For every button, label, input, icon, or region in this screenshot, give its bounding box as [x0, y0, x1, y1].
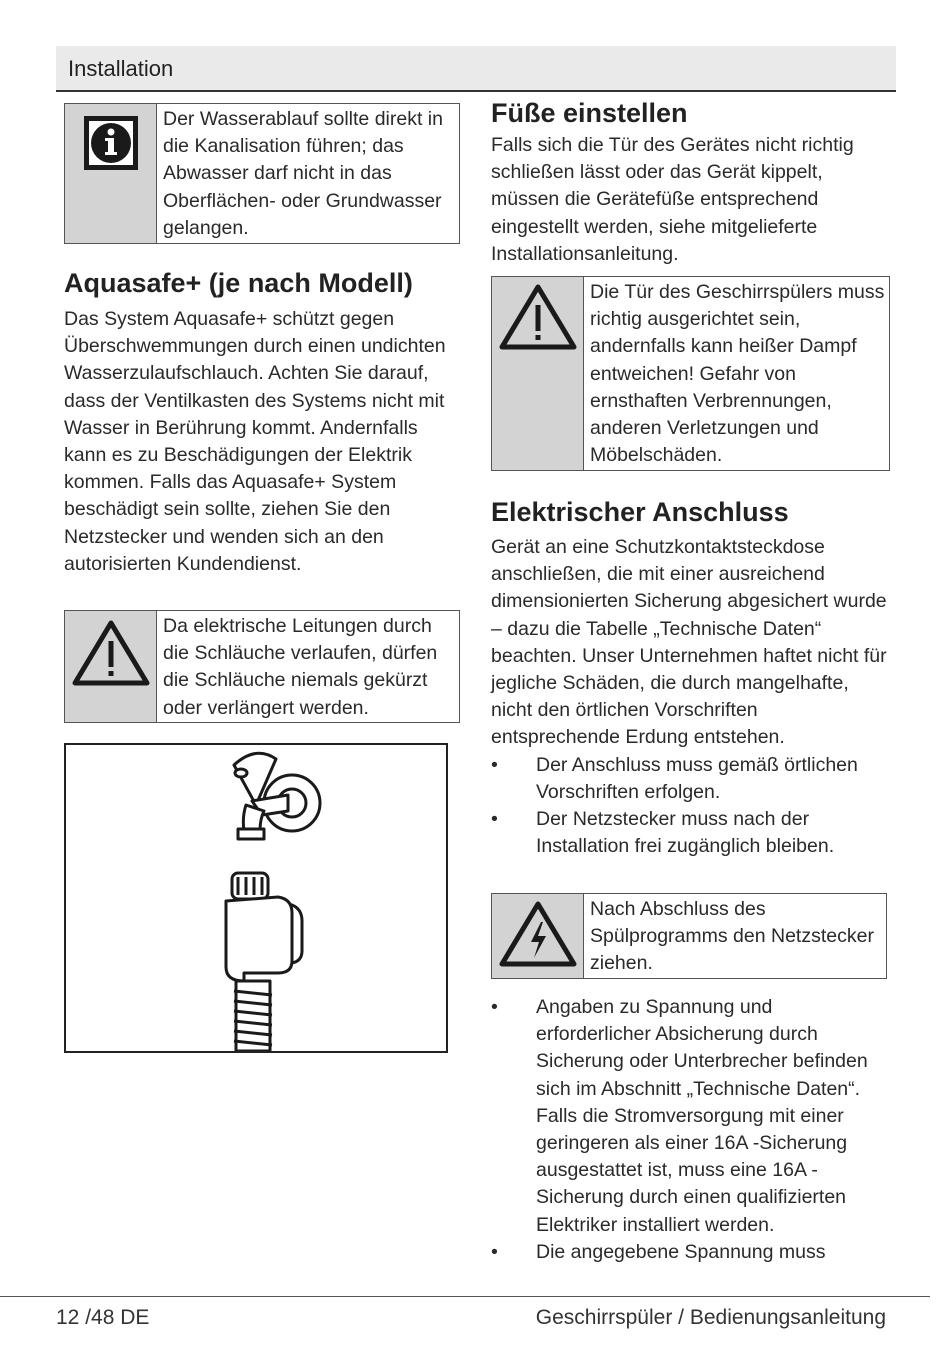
section-title: Installation	[68, 56, 174, 81]
shock-warning-text: Nach Abschluss des Spülprogramms den Netzstecker ziehen.	[590, 898, 874, 975]
warning-icon	[499, 283, 577, 351]
list-item: • Angaben zu Spannung und erforderlicher Absicherung durch Sicherung oder Unterbrecher befinden sich im Abschnitt „Technische Daten“. Falls die Stromversorgung mit einer geringeren als einer 16A -Sicherung ausgestattet ist, muss eine 16A -Sicherung durch einen qualifizierten Elektriker installiert werden.	[491, 994, 889, 1239]
warning-icon	[72, 619, 150, 687]
aquasafe-figure	[64, 743, 448, 1053]
electric-shock-icon	[499, 900, 577, 968]
info-note	[64, 103, 460, 244]
hose-warning-text: Da elektrische Leitungen durch die Schläuche verlaufen, dürfen die Schläuche niemals gekürzt oder verlängert werden.	[163, 615, 438, 719]
feet-heading: Füße einstellen	[491, 98, 688, 128]
aquasafe-heading: Aquasafe+ (je nach Modell)	[64, 268, 413, 298]
footer-title: Geschirrspüler / Bedienungsanleitung	[535, 1306, 886, 1329]
info-icon	[82, 114, 140, 172]
shock-warning-note	[491, 893, 887, 979]
info-note-text: Der Wasserablauf sollte direkt in die Kanalisation führen; das Abwasser darf nicht in das Oberflächen- oder Grundwasser gelangen.	[163, 108, 443, 239]
list-item: • Die angegebene Spannung muss	[491, 1239, 889, 1266]
aquasafe-text: Das System Aquasafe+ schützt gegen Überschwemmungen durch einen undichten Wasserzulaufschlauch. Achten Sie darauf, dass der Ventilkasten des Systems nicht mit Wasser in Berührung kommt. Andernfalls kann es zu Beschädigungen der Elektrik kommen. Falls das Aquasafe+ System beschädigt sein sollte, ziehen Sie den Netzstecker und wenden sich an den autorisierten Kundendienst.	[64, 308, 446, 575]
list-item: • Der Anschluss muss gemäß örtlichen Vorschriften erfolgen.	[491, 752, 889, 806]
electric-heading: Elektrischer Anschluss	[491, 497, 789, 527]
electric-bullets-2	[491, 994, 889, 1266]
hose-warning-note	[64, 610, 460, 723]
door-warning-text: Die Tür des Geschirrspülers muss richtig ausgerichtet sein, andernfalls kann heißer Dampf entweichen! Gefahr von ernsthaften Verbrennungen, anderen Verletzungen und Möbelschäden.	[590, 281, 885, 467]
list-item: • Der Netzstecker muss nach der Installation frei zugänglich bleiben.	[491, 806, 889, 860]
electric-text: Gerät an eine Schutzkontaktsteckdose anschließen, die mit einer ausreichend dimensionierten Sicherung abgesichert wurde – dazu die Tabelle „Technische Daten“ beachten. Unser Unternehmen haftet nicht für jegliche Schäden, die durch mangelhafte, nicht den örtlichen Vorschriften entsprechende Erdung entstehen.	[491, 536, 887, 749]
page-number: 12 /48 DE	[56, 1306, 150, 1329]
feet-text: Falls sich die Tür des Gerätes nicht richtig schließen lässt oder das Gerät kippelt, müssen die Gerätefüße entsprechend eingestellt werden, siehe mitgelieferte Installationsanleitung.	[491, 134, 854, 265]
door-warning-note	[491, 276, 890, 471]
electric-bullets-1	[491, 752, 889, 861]
footer-divider	[0, 1296, 930, 1297]
section-header	[56, 46, 896, 92]
